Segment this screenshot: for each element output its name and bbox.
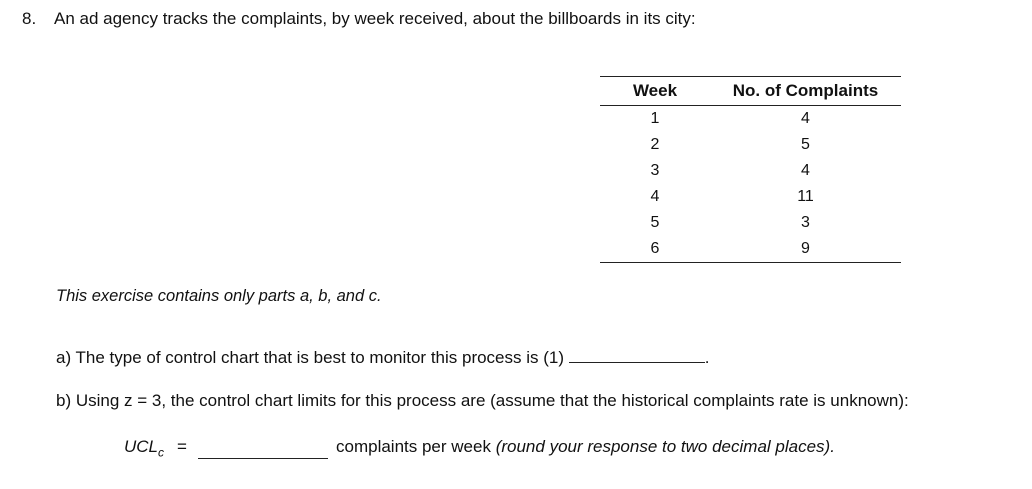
- week-cell: 6: [650, 240, 660, 257]
- header-week: Week: [632, 81, 678, 100]
- ucl-equals: =: [177, 437, 187, 456]
- week-cell: 5: [650, 214, 660, 231]
- part-a-blank-label: (1): [543, 348, 565, 367]
- question-number: 8.: [22, 9, 37, 28]
- table-row: [600, 158, 901, 184]
- complaints-cell: 4: [801, 162, 810, 179]
- part-b-text: b) Using z = 3, the control chart limits for this process are (assume that the historical complaints rate is unknown):: [56, 391, 909, 410]
- week-cell: 1: [650, 110, 660, 127]
- ucl-subscript: c: [158, 445, 165, 460]
- table-header-row: [600, 77, 901, 106]
- complaints-table: [600, 76, 901, 263]
- part-a: [56, 348, 710, 368]
- ucl-rounding-note: (round your response to two decimal places).: [495, 437, 835, 456]
- ucl-label: [124, 437, 164, 459]
- complaints-cell: 11: [797, 188, 814, 205]
- table-row: [600, 132, 901, 158]
- week-cell: 3: [650, 162, 660, 179]
- question-text: [22, 9, 696, 29]
- exercise-note: This exercise contains only parts a, b, and c.: [56, 287, 382, 305]
- table-row: [600, 236, 901, 263]
- chart-type-answer-field[interactable]: [569, 348, 705, 363]
- complaints-cell: 3: [801, 214, 810, 231]
- week-cell: 4: [650, 188, 660, 205]
- ucl-answer-field[interactable]: [198, 440, 328, 459]
- header-complaints: No. of Complaints: [732, 81, 879, 100]
- ucl-label-main: UCL: [124, 437, 159, 456]
- complaints-cell: 5: [801, 136, 810, 153]
- ucl-unit: complaints per week: [336, 437, 491, 456]
- complaints-cell: 4: [801, 110, 810, 127]
- table-row: [600, 210, 901, 236]
- table-row: [600, 106, 901, 133]
- week-cell: 2: [650, 136, 660, 153]
- question-stem: An ad agency tracks the complaints, by week received, about the billboards in its city:: [54, 9, 696, 28]
- ucl-instruction: [336, 437, 835, 457]
- table-row: [600, 184, 901, 210]
- part-a-period: .: [704, 348, 710, 367]
- part-a-text: a) The type of control chart that is best to monitor this process is: [56, 348, 539, 367]
- complaints-cell: 9: [801, 240, 810, 257]
